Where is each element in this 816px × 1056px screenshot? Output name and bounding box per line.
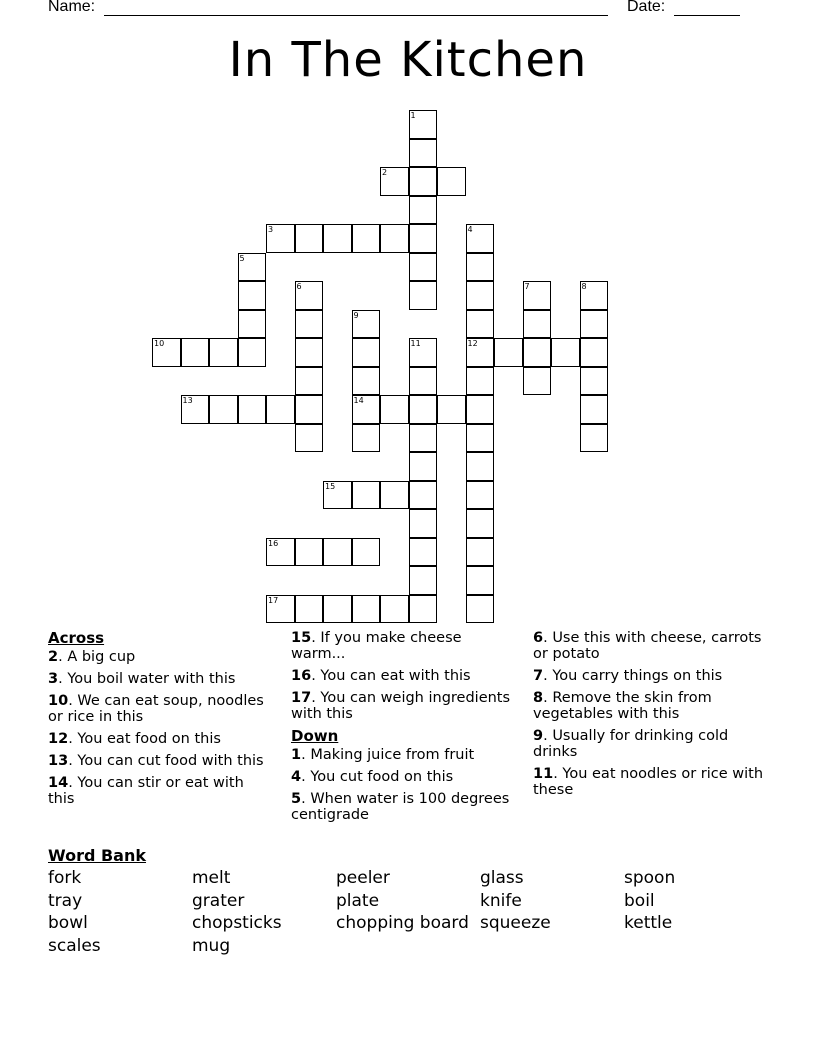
crossword-cell[interactable] xyxy=(409,167,438,196)
clues-column-1 xyxy=(48,630,273,813)
word-bank-item: plate xyxy=(336,890,380,911)
crossword-cell[interactable] xyxy=(352,338,381,367)
clue-across-10: 10. We can eat soup, noodles or rice in this xyxy=(48,693,264,725)
crossword-cell[interactable] xyxy=(466,367,495,396)
clues-column-3 xyxy=(533,630,773,804)
crossword-cell[interactable] xyxy=(295,395,324,424)
crossword-cell[interactable] xyxy=(209,338,238,367)
word-bank-item: chopsticks xyxy=(192,913,282,933)
clue-down-9: 9. Usually for drinking cold drinks xyxy=(533,728,729,760)
crossword-cell[interactable] xyxy=(409,538,438,567)
crossword-cell[interactable] xyxy=(466,424,495,453)
crossword-cell[interactable] xyxy=(466,452,495,481)
crossword-cell[interactable] xyxy=(352,538,381,567)
clue-down-8: 8. Remove the skin from vegetables with this xyxy=(533,690,712,722)
crossword-cell[interactable] xyxy=(295,310,324,339)
clue-down-1: 1. Making juice from fruit xyxy=(291,747,475,763)
clue-down-11: 11. You eat noodles or rice with these xyxy=(533,766,764,798)
clue-across-2: 2. A big cup xyxy=(48,649,136,665)
word-bank-item: kettle xyxy=(624,913,673,933)
clue-across-17: 17. You can weigh ingredients with this xyxy=(291,690,511,722)
clue-number-4: 4 xyxy=(467,225,473,234)
crossword-cell[interactable] xyxy=(295,595,324,624)
crossword-cell[interactable] xyxy=(380,481,409,510)
crossword-cell[interactable] xyxy=(352,595,381,624)
word-bank-item: glass xyxy=(480,868,524,888)
crossword-cell[interactable] xyxy=(352,367,381,396)
crossword-cell[interactable] xyxy=(523,367,552,396)
clue-across-14: 14. You can stir or eat with this xyxy=(48,775,244,807)
name-label: Name: xyxy=(48,0,96,15)
clue-across-16: 16. You can eat with this xyxy=(291,668,471,684)
word-bank-heading: Word Bank xyxy=(48,846,147,865)
crossword-cell[interactable] xyxy=(580,424,609,453)
clue-number-15: 15 xyxy=(325,481,336,491)
crossword-cell[interactable] xyxy=(409,253,438,282)
clue-down-6: 6. Use this with cheese, carrots or potato xyxy=(533,630,762,662)
across-heading: Across xyxy=(48,629,105,647)
crossword-cell[interactable] xyxy=(466,253,495,282)
clues-column-2 xyxy=(291,630,513,829)
clue-across-15: 15. If you make cheese warm... xyxy=(291,630,462,662)
word-bank-item: boil xyxy=(624,890,655,911)
clue-across-13: 13. You can cut food with this xyxy=(48,753,264,769)
crossword-cell[interactable] xyxy=(523,310,552,339)
crossword-cell[interactable] xyxy=(323,538,352,567)
clue-number-16: 16 xyxy=(268,538,279,548)
clue-number-12: 12 xyxy=(467,339,478,348)
clue-number-1: 1 xyxy=(410,111,416,120)
clue-across-12: 12. You eat food on this xyxy=(48,731,221,747)
word-bank-item: knife xyxy=(480,890,522,911)
crossword-cell[interactable] xyxy=(295,424,324,453)
clue-number-13: 13 xyxy=(182,396,193,405)
crossword-cell[interactable] xyxy=(409,196,438,225)
crossword-cell[interactable] xyxy=(580,310,609,339)
word-bank-item: chopping board xyxy=(336,913,469,933)
crossword-cell[interactable] xyxy=(380,395,409,424)
crossword-cell[interactable] xyxy=(409,452,438,481)
crossword-cell[interactable] xyxy=(466,481,495,510)
crossword-cell[interactable] xyxy=(352,224,381,253)
clue-number-11: 11 xyxy=(410,339,421,348)
clue-across-3: 3. You boil water with this xyxy=(48,671,236,687)
clue-number-10: 10 xyxy=(154,339,165,348)
word-bank-item: melt xyxy=(192,868,231,888)
crossword-cell[interactable] xyxy=(409,367,438,396)
crossword-cell[interactable] xyxy=(409,139,438,168)
crossword-cell[interactable] xyxy=(409,481,438,510)
crossword-cell[interactable] xyxy=(352,424,381,453)
clue-number-2: 2 xyxy=(382,168,388,177)
crossword-cell[interactable] xyxy=(409,224,438,253)
crossword-cell[interactable] xyxy=(466,509,495,538)
clue-number-7: 7 xyxy=(524,282,530,291)
crossword-cell[interactable] xyxy=(295,224,324,253)
crossword-cell[interactable] xyxy=(295,338,324,367)
crossword-cell[interactable] xyxy=(295,538,324,567)
clue-number-17: 17 xyxy=(268,595,279,605)
crossword-cell[interactable] xyxy=(238,395,267,424)
crossword-cell[interactable] xyxy=(437,167,466,196)
crossword-cell[interactable] xyxy=(181,338,210,367)
crossword-cell[interactable] xyxy=(580,338,609,367)
clue-number-14: 14 xyxy=(353,396,364,405)
clue-down-7: 7. You carry things on this xyxy=(533,668,723,684)
crossword-cell[interactable] xyxy=(266,395,295,424)
crossword-cell[interactable] xyxy=(409,566,438,595)
word-bank-item: peeler xyxy=(336,868,390,888)
crossword-cell[interactable] xyxy=(409,281,438,310)
crossword-cell[interactable] xyxy=(209,395,238,424)
crossword-cell[interactable] xyxy=(409,595,438,624)
crossword-cell[interactable] xyxy=(466,281,495,310)
clue-down-5: 5. When water is 100 degrees centigrade xyxy=(291,791,510,823)
crossword-cell[interactable] xyxy=(466,595,495,624)
crossword-cell[interactable] xyxy=(523,338,552,367)
crossword-cell[interactable] xyxy=(380,224,409,253)
crossword-cell[interactable] xyxy=(466,538,495,567)
crossword-cell[interactable] xyxy=(238,310,267,339)
crossword-cell[interactable] xyxy=(466,310,495,339)
clue-down-4: 4. You cut food on this xyxy=(291,769,454,785)
date-label: Date: xyxy=(627,0,666,15)
crossword-cell[interactable] xyxy=(323,595,352,624)
crossword-cell[interactable] xyxy=(409,424,438,453)
crossword-cell[interactable] xyxy=(323,224,352,253)
clue-number-6: 6 xyxy=(296,282,302,291)
word-bank-item: fork xyxy=(48,868,82,888)
crossword-cell[interactable] xyxy=(494,338,523,367)
word-bank-item: squeeze xyxy=(480,913,551,933)
word-bank-item: grater xyxy=(192,890,245,911)
crossword-cell[interactable] xyxy=(551,338,580,367)
clue-number-9: 9 xyxy=(353,310,359,320)
crossword-cell[interactable] xyxy=(466,566,495,595)
word-bank-item: mug xyxy=(192,935,231,956)
crossword-cell[interactable] xyxy=(409,395,438,424)
word-bank-item: bowl xyxy=(48,913,88,933)
word-bank-item: scales xyxy=(48,935,101,956)
crossword-cell[interactable] xyxy=(295,367,324,396)
crossword-cell[interactable] xyxy=(238,281,267,310)
clue-number-8: 8 xyxy=(581,282,587,291)
crossword-cell[interactable] xyxy=(352,481,381,510)
word-bank-item: tray xyxy=(48,890,83,911)
word-bank-item: spoon xyxy=(624,868,676,888)
crossword-cell[interactable] xyxy=(409,509,438,538)
crossword-cell[interactable] xyxy=(380,595,409,624)
crossword-cell[interactable] xyxy=(238,338,267,367)
clue-number-5: 5 xyxy=(239,253,245,263)
crossword-cell[interactable] xyxy=(580,395,609,424)
crossword-cell[interactable] xyxy=(580,367,609,396)
crossword-cell[interactable] xyxy=(437,395,466,424)
crossword-cell[interactable] xyxy=(466,395,495,424)
down-heading: Down xyxy=(291,727,339,745)
page-title: In The Kitchen xyxy=(228,32,588,88)
clue-number-3: 3 xyxy=(268,225,274,234)
